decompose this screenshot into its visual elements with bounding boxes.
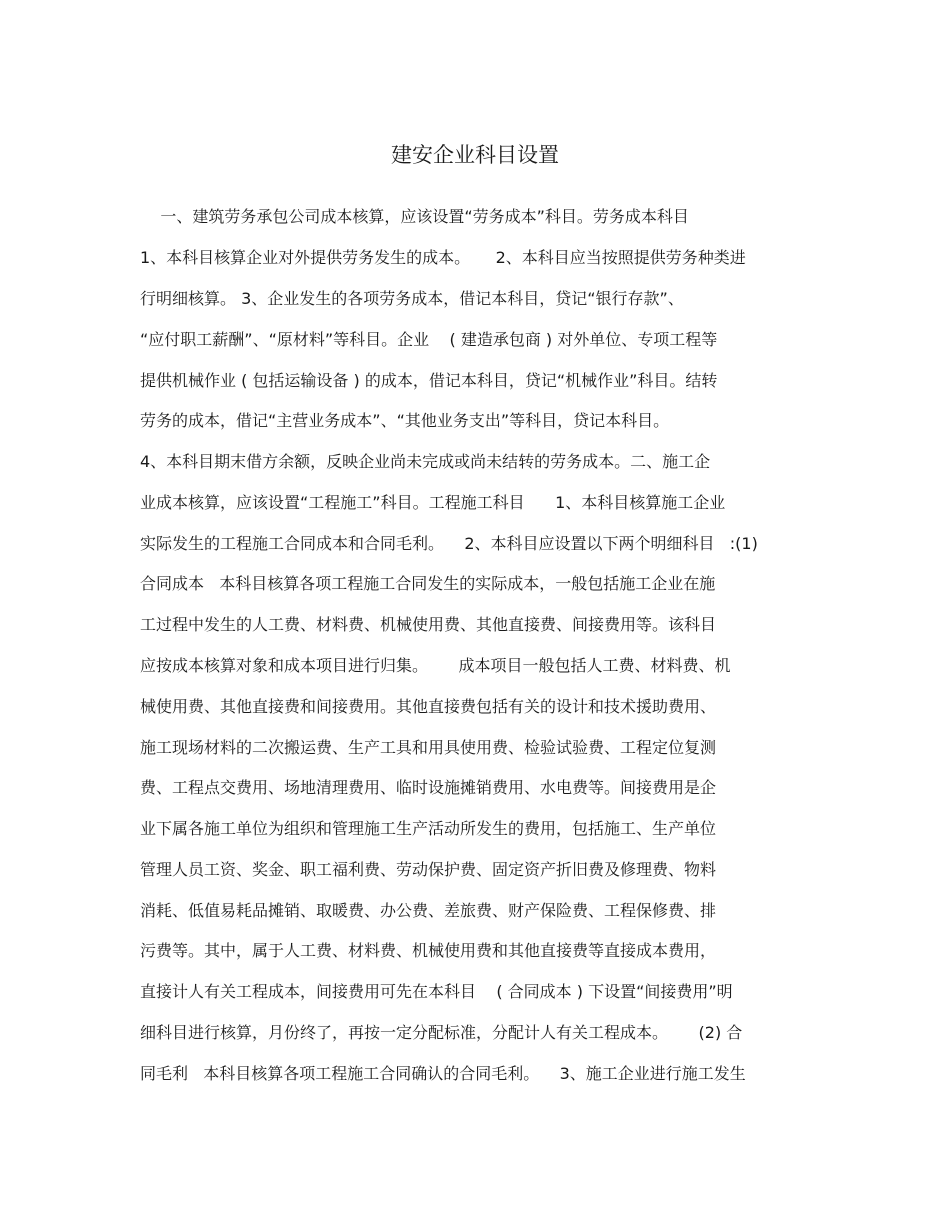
body-line: 业成本核算，应该设置“工程施工”科目。工程施工科目 1、本科目核算施工企业 — [140, 493, 726, 512]
body-line: 污费等。其中，属于人工费、材料费、机械使用费和其他直接费等直接成本费用， — [140, 941, 717, 960]
body-line: 工过程中发生的人工费、材料费、机械使用费、其他直接费、间接费用等。该科目 — [140, 615, 717, 634]
body-line: 费、工程点交费用、场地清理费用、临时设施摊销费用、水电费等。间接费用是企 — [140, 778, 717, 797]
body-line: 消耗、低值易耗品摊销、取暖费、办公费、差旅费、财产保险费、工程保修费、排 — [140, 901, 717, 920]
body-line: 提供机械作业 ( 包括运输设备 ) 的成本，借记本科目，贷记“机械作业”科目。结转 — [140, 371, 718, 390]
body-line: 合同成本 本科目核算各项工程施工合同发生的实际成本，一般包括施工企业在施 — [140, 574, 716, 593]
body-line: 管理人员工资、奖金、职工福利费、劳动保护费、固定资产折旧费及修理费、物料 — [140, 860, 717, 879]
body-line: 械使用费、其他直接费和间接费用。其他直接费包括有关的设计和技术援助费用、 — [140, 697, 717, 716]
body-line: 细科目进行核算，月份终了，再按一定分配标准，分配计人有关工程成本。 (2) 合 — [140, 1023, 743, 1042]
body-line: 施工现场材料的二次搬运费、生产工具和用具使用费、检验试验费、工程定位复测 — [140, 738, 717, 757]
body-line: 1、本科目核算企业对外提供劳务发生的成本。 2、本科目应当按照提供劳务种类进 — [140, 248, 746, 267]
body-line: 劳务的成本，借记“主营业务成本”、“其他业务支出”等科目，贷记本科目。 — [140, 411, 670, 430]
body-line: 直接计人有关工程成本，间接费用可先在本科目 ( 合同成本 ) 下设置“间接费用”明 — [140, 982, 733, 1001]
body-line: 实际发生的工程施工合同成本和合同毛利。 2、本科目应设置以下两个明细科目 :(1) — [140, 534, 758, 553]
document-title: 建安企业科目设置 — [391, 143, 559, 167]
body-line: 4、本科目期末借方余额，反映企业尚未完成或尚未结转的劳务成本。二、施工企 — [140, 452, 711, 471]
body-line: 行明细核算。 3、企业发生的各项劳务成本，借记本科目，贷记“银行存款”、 — [140, 289, 684, 308]
body-line: 业下属各施工单位为组织和管理施工生产活动所发生的费用，包括施工、生产单位 — [140, 819, 717, 838]
body-line: “应付职工薪酬”、“原材料”等科目。企业 ( 建造承包商 ) 对外单位、专项工程等 — [140, 330, 718, 349]
body-line: 一、建筑劳务承包公司成本核算，应该设置“劳务成本”科目。劳务成本科目 — [140, 207, 689, 226]
body-line: 同毛利 本科目核算各项工程施工合同确认的合同毛利。 3、施工企业进行施工发生 — [140, 1064, 746, 1083]
body-line: 应按成本核算对象和成本项目进行归集。 成本项目一般包括人工费、材料费、机 — [140, 656, 731, 675]
